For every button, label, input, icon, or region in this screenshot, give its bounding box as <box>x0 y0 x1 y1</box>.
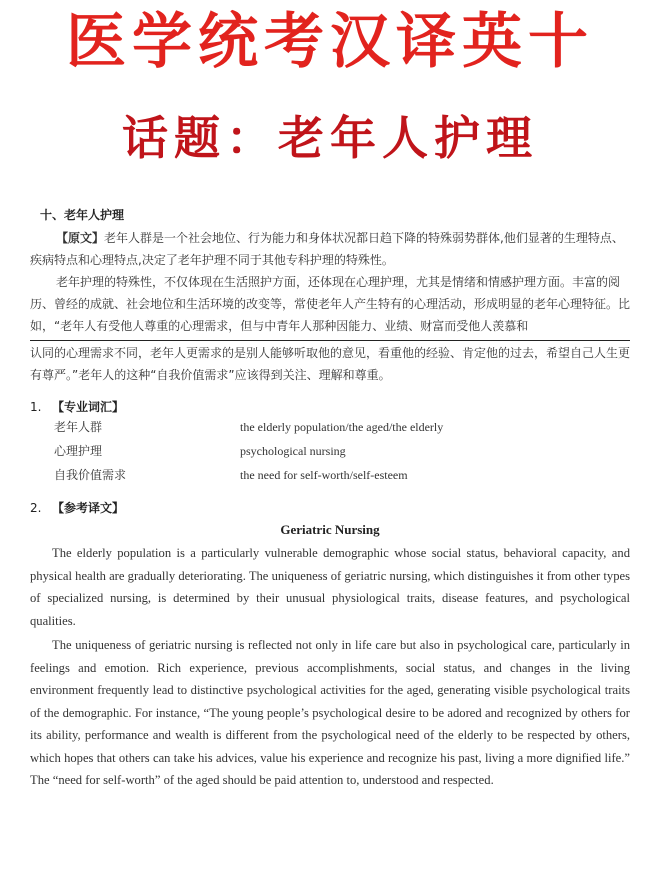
vocab-heading <box>30 398 630 415</box>
translation-number: 2. <box>30 500 42 515</box>
vocab-en: the elderly population/the aged/the elderly <box>240 420 444 434</box>
source-paragraph-1 <box>30 227 630 271</box>
vocab-cn: 自我价值需求 <box>54 468 127 482</box>
translation-label: 【参考译文】 <box>52 501 125 515</box>
translation-paragraph-2: The uniqueness of geriatric nursing is reflected not only in life care but also in psychological care, particularly in feelings and emotion. Rich experience, previous accomplishments, social status, and changes in the living environment frequently lead to distinctive psychological activities for the aged, generating visible psychological traits of the demographic. For instance, “The young people’s psychological desire to be adored and recognized by others for its ability, performance and wealth is different from the psychological need of the elderly to be respected by others, which hopes that others can take his advices, value his experience and recognize his past, living a more dignified life.” The “need for self-worth” of the aged should be paid attention to, understood and respected. <box>30 638 630 787</box>
source-paragraph-2b: 认同的心理需求不同，老年人更需求的是别人能够听取他的意见，看重他的经验、肯定他的过去，希望自己人生更有尊严。”老年人的这种“自我价值需求”应该得到关注、理解和尊重。 <box>30 346 631 382</box>
vocab-en: psychological nursing <box>240 444 346 458</box>
vocab-number: 1. <box>30 399 42 414</box>
vocab-item <box>54 463 630 487</box>
translation-title: Geriatric Nursing <box>280 522 380 537</box>
source-paragraph-2a: 老年护理的特殊性，不仅体现在生活照护方面，还体现在心理护理，尤其是情绪和情感护理方面。丰富的阅历、曾经的成就、社会地位和生活环境的改变等，常使老年人产生特有的心理活动，形成明显的老年心理特征。比如，“老年人有受他人尊重的心理需求，但与中青年人那种因能力、业绩、财富而受他人羡慕和 <box>30 275 631 333</box>
page-title: 医学统考汉译英十 <box>66 7 594 77</box>
page-subtitle: 话题：老年人护理 <box>122 111 538 165</box>
vocab-item <box>54 415 630 439</box>
vocab-label: 【专业词汇】 <box>52 400 125 414</box>
section-title: 十、老年人护理 <box>40 208 125 222</box>
vocab-cn: 心理护理 <box>54 444 103 458</box>
source-label: 【原文】 <box>56 231 105 245</box>
translation-paragraph-1: The elderly population is a particularly vulnerable demographic whose social status, behavioral capacity, and physical health are gradually deteriorating. The uniqueness of geriatric nursing, which distinguishes it from other types of specialized nursing, is determined by their unusual physiological traits, disease features, and psychological qualities. <box>30 546 630 628</box>
vocab-item <box>54 439 630 463</box>
document-body <box>30 200 630 794</box>
translation-heading <box>30 499 630 516</box>
vocab-cn: 老年人群 <box>54 420 103 434</box>
vocab-en: the need for self-worth/self-esteem <box>240 468 408 482</box>
divider-line <box>30 340 630 341</box>
source-text-1: 老年人群是一个社会地位、行为能力和身体状况都日趋下降的特殊弱势群体,他们显著的生理特点、疾病特点和心理特点,决定了老年护理不同于其他专科护理的特殊性。 <box>30 231 624 267</box>
